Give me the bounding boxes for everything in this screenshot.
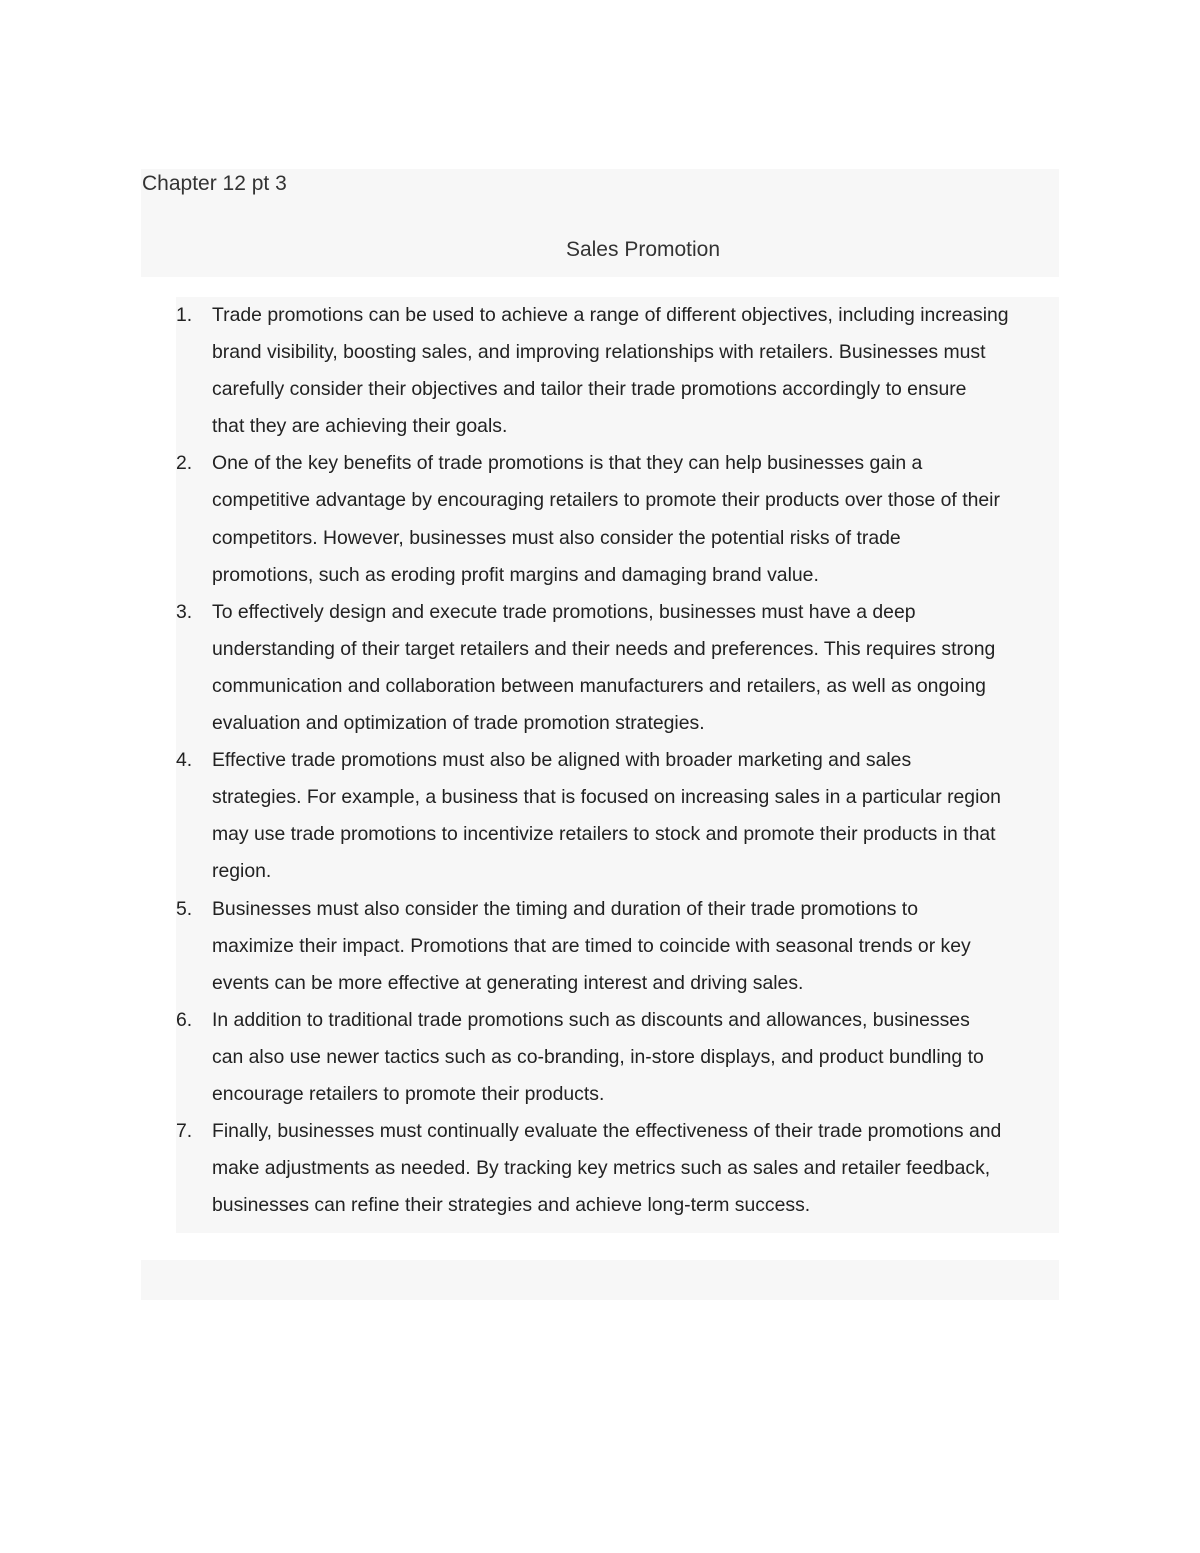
- list-item-text-line: Effective trade promotions must also be aligned with broader marketing and sales: [212, 749, 912, 772]
- list-item-text-line: competitive advantage by encouraging retailers to promote their products over those of their: [212, 489, 1000, 512]
- list-item: [176, 594, 1059, 742]
- list-item-number: 5.: [176, 897, 193, 920]
- list-item-text-line: strategies. For example, a business that is focused on increasing sales in a particular region: [212, 786, 1001, 809]
- list-item-text-line: businesses can refine their strategies and achieve long-term success.: [212, 1194, 811, 1217]
- list-item-text-line: Trade promotions can be used to achieve a range of different objectives, including increasing: [212, 304, 1009, 326]
- numbered-list-block: [176, 297, 1059, 1233]
- list-item-number: 4.: [176, 749, 193, 772]
- numbered-list: [176, 297, 1059, 1224]
- document-title: Chapter 12 pt 3: [142, 172, 287, 195]
- list-item-text-line: carefully consider their objectives and tailor their trade promotions accordingly to ensure: [212, 378, 967, 401]
- list-item: [176, 742, 1059, 890]
- list-item-text-line: maximize their impact. Promotions that are timed to coincide with seasonal trends or key: [212, 934, 971, 957]
- list-item: [176, 297, 1059, 445]
- list-item-text-line: promotions, such as eroding profit margins and damaging brand value.: [212, 563, 819, 586]
- list-item: [176, 1113, 1059, 1224]
- list-item-text-line: competitors. However, businesses must also consider the potential risks of trade: [212, 526, 901, 549]
- list-item-text-line: understanding of their target retailers and their needs and preferences. This requires strong: [212, 637, 996, 660]
- list-item-text-line: that they are achieving their goals.: [212, 415, 508, 438]
- list-item-text-line: make adjustments as needed. By tracking key metrics such as sales and retailer feedback,: [212, 1157, 991, 1180]
- list-item-number: 1.: [176, 304, 193, 326]
- list-item-number: 6.: [176, 1008, 193, 1031]
- list-item-text-line: Businesses must also consider the timing and duration of their trade promotions to: [212, 897, 918, 920]
- list-item: [176, 891, 1059, 1002]
- list-item-text-line: encourage retailers to promote their products.: [212, 1082, 605, 1105]
- empty-footer-block: [141, 1260, 1059, 1300]
- list-item-text-line: brand visibility, boosting sales, and improving relationships with retailers. Businesses must: [212, 341, 986, 364]
- list-item-text-line: communication and collaboration between manufacturers and retailers, as well as ongoing: [212, 674, 986, 697]
- list-item: [176, 445, 1059, 593]
- list-item-text-line: events can be more effective at generating interest and driving sales.: [212, 971, 804, 994]
- list-item-text-line: Finally, businesses must continually evaluate the effectiveness of their trade promotions and: [212, 1120, 1002, 1143]
- list-item-number: 3.: [176, 600, 193, 623]
- list-item-text-line: To effectively design and execute trade promotions, businesses must have a deep: [212, 600, 916, 623]
- list-item-text-line: may use trade promotions to incentivize retailers to stock and promote their products in that: [212, 823, 996, 846]
- list-item-number: 2.: [176, 452, 193, 475]
- list-item-text-line: One of the key benefits of trade promotions is that they can help businesses gain a: [212, 452, 923, 475]
- header-block: [141, 169, 1059, 277]
- list-item-text-line: region.: [212, 860, 272, 883]
- document-heading: Sales Promotion: [565, 238, 721, 261]
- list-item-text-line: evaluation and optimization of trade promotion strategies.: [212, 712, 705, 735]
- list-item-text-line: In addition to traditional trade promotions such as discounts and allowances, businesses: [212, 1008, 970, 1031]
- list-item: [176, 1002, 1059, 1113]
- list-item-number: 7.: [176, 1120, 193, 1143]
- list-item-text-line: can also use newer tactics such as co-branding, in-store displays, and product bundling to: [212, 1045, 984, 1068]
